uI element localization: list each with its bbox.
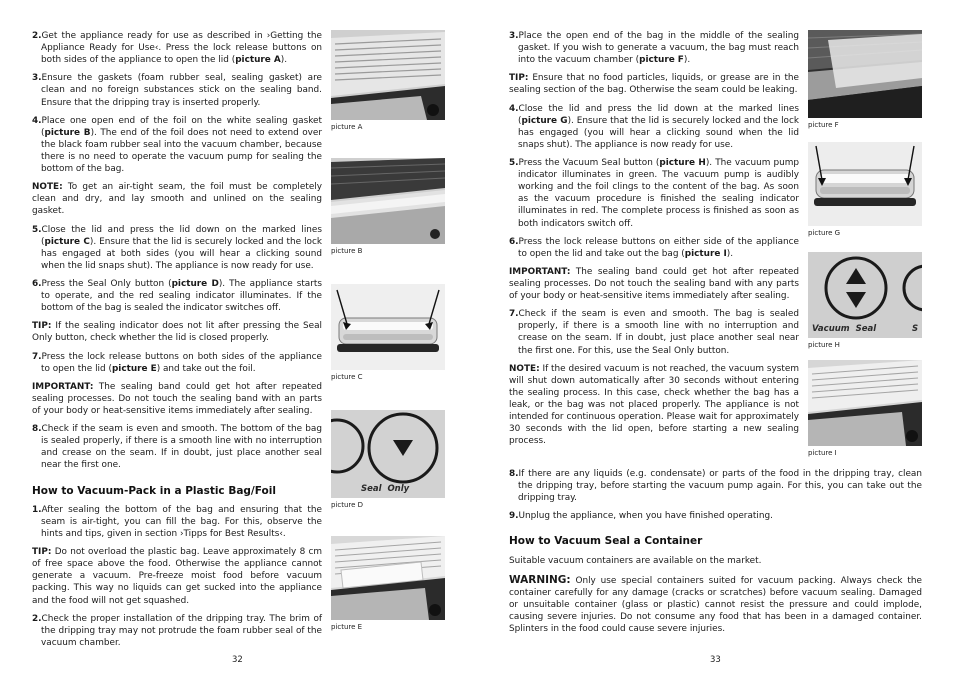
picture-reference: picture I bbox=[684, 248, 727, 259]
right-page-number: 33 bbox=[710, 655, 721, 665]
right-intro: Suitable vacuum containers are available on the market. bbox=[509, 555, 762, 566]
right-note: NOTE: If the desired vacuum is not reached, the vacuum system will shut down automatically after 30 seconds without entering the sealing process. In this case, check whether the bag has a leak, or the bag was not placed properly. The appliance is not intended for continuous operation. Please wait for approximately 30 seconds with the lid open, before starting a new sealing process. bbox=[509, 363, 800, 447]
picture-c-caption: picture C bbox=[331, 373, 363, 381]
picture-b bbox=[331, 158, 445, 257]
step-number: 5. bbox=[32, 224, 42, 235]
picture-a bbox=[331, 30, 445, 133]
right-tip: TIP: Ensure that no food particles, liquids, or grease are in the sealing section of the bag. Otherwise the seam could be leaking. bbox=[509, 73, 800, 96]
step-text: ). bbox=[280, 55, 288, 66]
right-warning: WARNING: Only use special containers suited for vacuum packing. Always check the container carefully for any damage (cracks or scratches) before vacuum sealing. Damaged or unsuitable container (glass or plastic) cannot resist the pressure and could implode, causing severe injuries. Do not consume any food that has been in a damaged container. Splinters in the food could cause severe injuries. bbox=[509, 573, 922, 635]
step-number: 8. bbox=[509, 469, 519, 479]
picture-b-caption: picture B bbox=[331, 247, 363, 255]
vacuum-seal-button-label: Vacuum Seal bbox=[812, 324, 877, 334]
picture-reference: picture E bbox=[111, 363, 157, 374]
picture-reference: picture F bbox=[639, 55, 684, 66]
picture-e-caption: picture E bbox=[331, 623, 363, 631]
picture-d-image bbox=[331, 410, 445, 498]
picture-f bbox=[808, 30, 922, 131]
picture-reference: picture D bbox=[171, 278, 219, 289]
step-text: Press the lock release buttons on both sides of the appliance to open the lid ( bbox=[41, 351, 322, 374]
step-number: 7. bbox=[509, 309, 519, 320]
step-text: Get the appliance ready for use as described in ›Getting the Appliance Ready for Use‹. Press the lock release buttons on both sides of the appliance to open the lid ( bbox=[41, 31, 322, 66]
picture-reference: picture B bbox=[44, 127, 91, 138]
step-text: ). The appliance starts to operate, and the red sealing indicator illuminates. If the bottom of the bag is sealed the indicator switches off. bbox=[41, 278, 322, 314]
instruction-step bbox=[32, 351, 322, 375]
step-text: ). The end of the foil does not need to extend over the black foam rubber seal into the vacuum chamber, because there is no need to operate the vacuum pump for sealing the bottom of the bag. bbox=[41, 127, 323, 175]
picture-c bbox=[331, 284, 445, 383]
picture-c-image bbox=[331, 284, 445, 370]
step-number: 8. bbox=[32, 424, 42, 435]
picture-h-caption: picture H bbox=[808, 341, 840, 349]
step-text: Check if the seam is even and smooth. The bag is sealed properly, if there is a smooth line with no interruption and crease on the seam. If in doubt, just place another seal near the first one. For this, use the Seal Only button. bbox=[518, 309, 799, 356]
instruction-step bbox=[509, 468, 922, 504]
step-text: Press the Seal Only button ( bbox=[41, 278, 172, 289]
instruction-step bbox=[32, 504, 322, 540]
picture-reference: picture A bbox=[235, 55, 281, 66]
left-text-column bbox=[32, 30, 322, 655]
picture-d bbox=[331, 410, 445, 511]
step-text: ). Ensure that the lid is securely locked and the lock has engaged at both sides (you will hear a clicking sound when the lid snaps shut). The appliance is now ready for use. bbox=[41, 236, 322, 271]
step-text: Check if the seam is even and smooth. The bottom of the bag is sealed properly, if there is a smooth line with no interruption and crease on the seam. If in doubt, just place another seal near the first one. bbox=[41, 424, 322, 471]
step-text: If there are any liquids (e.g. condensate) or parts of the food in the dripping tray, clean the dripping tray, before starting the vacuum pump again. For this, you can take out the dripping tray. bbox=[518, 469, 922, 504]
step-text: Unplug the appliance, when you have finished operating. bbox=[518, 511, 773, 522]
picture-a-image bbox=[331, 30, 445, 120]
picture-g-caption: picture G bbox=[808, 229, 841, 237]
seal-only-button-label: Seal Only bbox=[361, 484, 410, 494]
step-text: ). bbox=[683, 55, 691, 66]
step-number: 3. bbox=[509, 31, 519, 41]
picture-g-image bbox=[808, 142, 922, 226]
picture-reference: picture C bbox=[44, 236, 90, 247]
step-number: 4. bbox=[32, 115, 42, 126]
right-important: IMPORTANT: The sealing band could get hot after repeated sealing processes. Do not touch the sealing band with any parts of your body or heat-sensitive items immediately after sealing. bbox=[509, 266, 799, 302]
picture-g bbox=[808, 142, 922, 239]
step-text: Place one open end of the foil on the white sealing gasket ( bbox=[41, 115, 322, 138]
right-steps-c bbox=[509, 308, 799, 356]
picture-i-caption: picture I bbox=[808, 449, 837, 457]
picture-i bbox=[808, 360, 922, 459]
left-tip: TIP: If the sealing indicator does not lit after pressing the Seal Only button, check whether the lid is closed properly. bbox=[32, 321, 323, 344]
instruction-step bbox=[509, 30, 799, 66]
step-number: 1. bbox=[32, 504, 42, 515]
picture-f-caption: picture F bbox=[808, 121, 839, 129]
right-text-column-lower bbox=[509, 468, 922, 642]
instruction-step bbox=[509, 308, 799, 356]
step-text: Close the lid and press the lid down on the marked lines ( bbox=[41, 224, 322, 247]
step-number: 4. bbox=[509, 103, 519, 114]
section-heading-vacuum-bag: How to Vacuum-Pack in a Plastic Bag/Foil bbox=[32, 484, 276, 497]
step-text: After sealing the bottom of the bag and ensuring that the seam is air-tight, you can fill the bag. For this, observe the hints and tips, given in section ›Tipps for Best Results‹. bbox=[41, 504, 322, 539]
right-steps-d bbox=[509, 468, 922, 522]
left-important: IMPORTANT: The sealing band could get hot after repeated sealing processes. Do not touch the sealing band with an parts of your body or heat-sensitive items immediately after sealing. bbox=[32, 381, 322, 416]
step-text: ). The vacuum pump indicator illuminates in green. The vacuum pump is audibly working and the foil clings to the content of the bag. As soon as the vacuum procedure is finished the sealing indicator illuminates in red. The complete process is finished as soon as both indicators switch off. bbox=[518, 157, 799, 229]
instruction-step bbox=[509, 157, 799, 230]
step-text: Check the proper installation of the dripping tray. The brim of the dripping tray may not protrude the foam rubber seal of the vacuum chamber. bbox=[41, 613, 322, 648]
picture-d-caption: picture D bbox=[331, 501, 364, 509]
instruction-step bbox=[32, 613, 322, 649]
step-text: ) and take out the foil. bbox=[156, 363, 256, 374]
picture-a-caption: picture A bbox=[331, 123, 363, 131]
left-page-number: 32 bbox=[232, 655, 243, 665]
picture-h bbox=[808, 252, 922, 351]
step-text: Press the lock release buttons on either side of the appliance to open the lid and take out the bag ( bbox=[518, 236, 799, 259]
picture-f-image bbox=[808, 30, 922, 118]
left-tip-2: TIP: Do not overload the plastic bag. Leave approximately 8 cm of free space above the food. Otherwise the appliance cannot generate a vacuum. Pre-freeze moist food before vacuum packing. This way no liquids can get sucked into the appliance and the food will not get squashed. bbox=[32, 547, 322, 606]
left-steps-e bbox=[32, 504, 322, 540]
left-steps-a bbox=[32, 30, 322, 175]
instruction-step bbox=[509, 103, 799, 151]
step-text: ). Ensure that the lid is securely locked and the lock has engaged (you will hear a clicking sound when the lid snaps shut). The appliance is now ready for use. bbox=[518, 115, 799, 150]
instruction-step bbox=[32, 115, 322, 176]
step-number: 2. bbox=[32, 613, 42, 624]
step-text: Ensure the gaskets (foam rubber seal, sealing gasket) are clean and no foreign substances stick on the sealing band. Ensure that the dripping tray is inserted properly. bbox=[41, 73, 322, 108]
instruction-step bbox=[32, 278, 322, 314]
picture-i-image bbox=[808, 360, 922, 446]
picture-h-image bbox=[808, 252, 922, 338]
step-text: Press the Vacuum Seal button ( bbox=[518, 157, 660, 168]
instruction-step bbox=[32, 423, 322, 471]
step-number: 2. bbox=[32, 31, 42, 41]
step-text: Place the open end of the bag in the middle of the sealing gasket. If you wish to generate a vacuum, the bag must reach into the vacuum chamber ( bbox=[518, 31, 799, 66]
step-number: 9. bbox=[509, 511, 519, 522]
section-heading-vacuum-container: How to Vacuum Seal a Container bbox=[509, 535, 703, 548]
picture-e-image bbox=[331, 536, 445, 620]
step-text: ). bbox=[726, 248, 734, 259]
step-number: 3. bbox=[32, 73, 42, 84]
picture-reference: picture H bbox=[659, 157, 706, 168]
cropped-button-label: S bbox=[912, 324, 919, 334]
left-steps-b bbox=[32, 224, 322, 315]
picture-e bbox=[331, 536, 445, 633]
step-number: 7. bbox=[32, 351, 42, 362]
right-steps-a bbox=[509, 30, 799, 66]
instruction-step bbox=[32, 224, 322, 272]
instruction-step bbox=[32, 30, 322, 66]
step-number: 5. bbox=[509, 157, 519, 168]
left-note: NOTE: To get an air-tight seam, the foil must be completely clean and dry, and lay smooth and unlined on the sealing gasket. bbox=[32, 182, 322, 217]
right-steps-b bbox=[509, 103, 799, 260]
left-steps-d bbox=[32, 423, 322, 471]
step-number: 6. bbox=[32, 278, 42, 289]
instruction-step bbox=[509, 510, 922, 522]
left-steps-c bbox=[32, 351, 322, 375]
step-text: Close the lid and press the lid down at the marked lines ( bbox=[518, 103, 799, 126]
left-steps-f bbox=[32, 613, 322, 649]
instruction-step bbox=[32, 72, 322, 108]
picture-b-image bbox=[331, 158, 445, 244]
step-number: 6. bbox=[509, 236, 519, 247]
right-text-column-upper bbox=[509, 30, 799, 453]
instruction-step bbox=[509, 236, 799, 260]
picture-reference: picture G bbox=[521, 115, 568, 126]
